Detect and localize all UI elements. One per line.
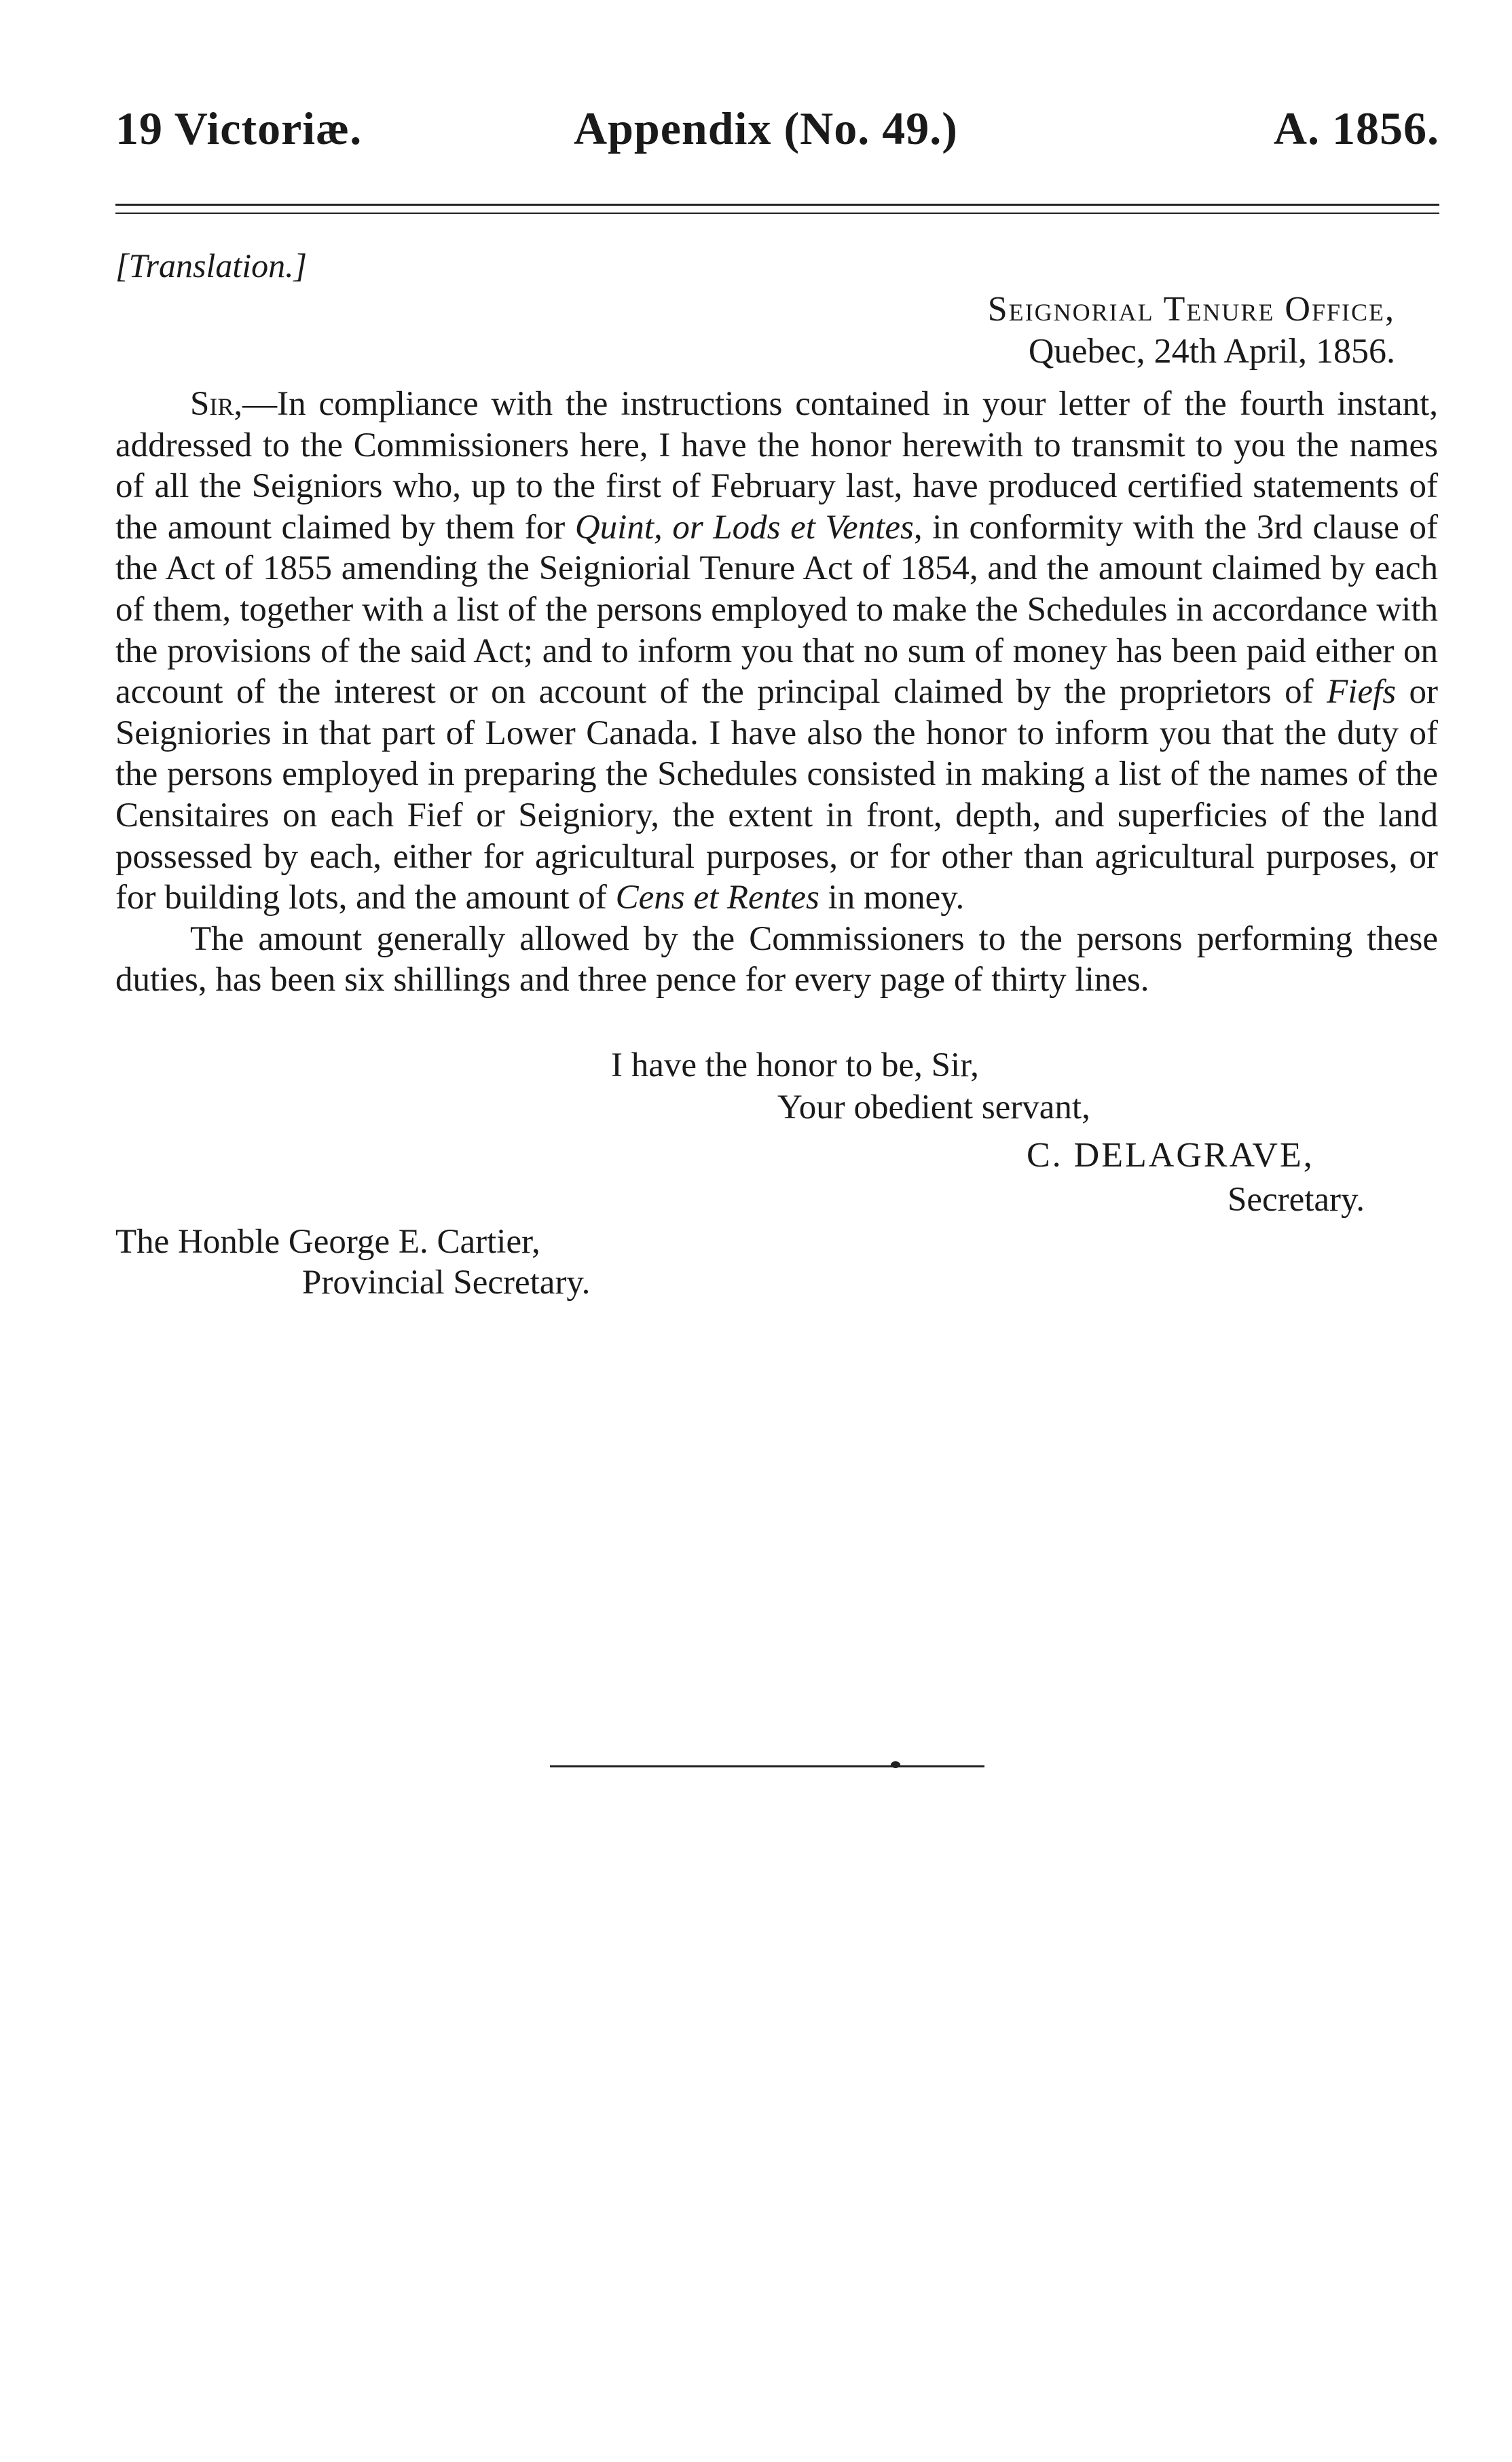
header-appendix: Appendix (No. 49.) — [574, 103, 958, 154]
letter-body — [115, 384, 1438, 1001]
end-rule — [550, 1765, 984, 1767]
office-block — [988, 289, 1395, 373]
closing-line-1: I have the honor to be, Sir, — [611, 1046, 979, 1084]
header-year: A. 1856. — [1273, 103, 1439, 154]
office-date: Quebec, 24th April, 1856. — [1028, 332, 1395, 371]
paragraph-1-part-a: —In compliance with the instructions contained in your letter of the fourth instant, addressed to the Commissioners here, I have the honor herewith to transmit to you the names of all the Seigniors who, up to the first of February last, have produced certified statements of the amount claimed by them for — [115, 385, 1438, 547]
addressee-title: Provincial Secretary. — [302, 1264, 591, 1302]
header-rule — [115, 204, 1439, 214]
paragraph-1-part-c: or Seigniories in that part of Lower Canada. I have also the honor to inform you that the duty of the persons employed in preparing the Schedules consisted in making a list of the names of the Censitaires on each Fief or Seigniory, the extent in front, depth, and superficies of the land possessed by each, either for agricultural purposes, or for other than agricultural purposes, or for building lots, and the amount of — [115, 673, 1438, 917]
paragraph-1 — [115, 384, 1438, 919]
addressee-name: The Honble George E. Cartier, — [115, 1223, 540, 1261]
header-session: 19 Victoriæ. — [115, 103, 363, 154]
paragraph-1-part-d: in money. — [819, 879, 965, 917]
paragraph-1-part-b: , in conformity with the 3rd clause of the Act of 1855 amending the Seigniorial Tenure Act of 1854, and the amount claimed by each of them, together with a list of the persons employed to make the Schedules in accordance with the provisions of the said Act; and to inform you that no sum of money has been paid either on account of the interest or on account of the principal claimed by the proprietors of — [115, 508, 1438, 712]
signer-title: Secretary. — [1228, 1181, 1365, 1219]
office-name: Seignorial Tenure Office, — [987, 290, 1395, 329]
end-rule-ornament — [891, 1761, 900, 1768]
paragraph-2: The amount generally allowed by the Commissioners to the persons performing these duties, has been six shillings and three pence for every page of thirty lines. — [115, 919, 1438, 999]
term-cens: Cens et Rentes — [615, 879, 819, 917]
translation-label: [Translation.] — [115, 246, 308, 284]
page-header — [115, 102, 1439, 177]
closing-line-2: Your obedient servant, — [777, 1088, 1090, 1126]
term-quint: Quint, or Lods et Ventes — [574, 508, 914, 547]
signer-name: C. DELAGRAVE, — [1027, 1136, 1314, 1175]
term-fiefs: Fiefs — [1327, 673, 1397, 712]
salutation: Sir, — [190, 385, 243, 423]
